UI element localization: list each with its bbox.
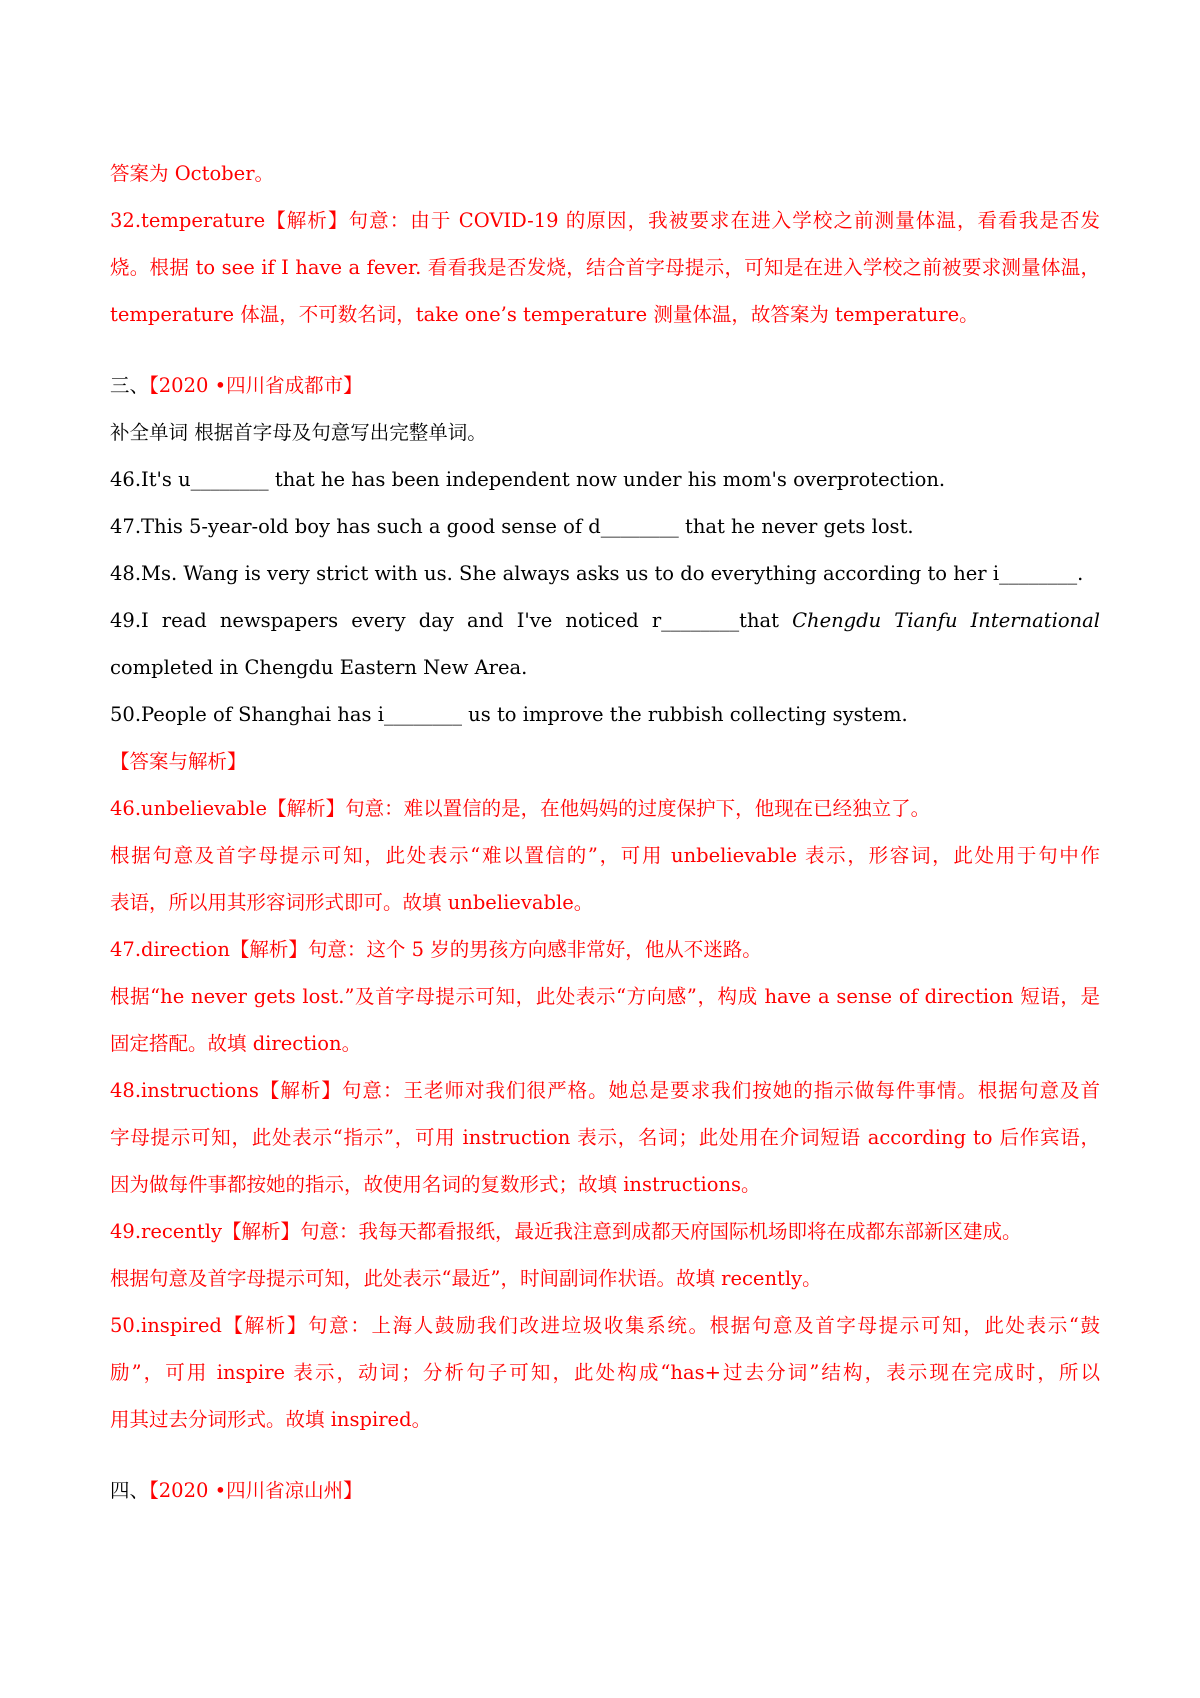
spacer: [110, 338, 1100, 362]
section-3-number: 三、: [110, 374, 150, 397]
prev-answer-line-3: 烧。根据 to see if I have a fever. 看看我是否发烧，结合首字母提示，可知是在进入学校之前被要求测量体温，: [110, 256, 1100, 279]
question-50: 50.People of Shanghai has i________ us to improve the rubbish collecting system.: [110, 703, 908, 726]
answer-50-line-1: 50.inspired【解析】句意：上海人鼓励我们改进垃圾收集系统。根据句意及首字母提示可知，此处表示“鼓: [110, 1314, 1100, 1337]
answer-47-line-1: 47.direction【解析】句意：这个 5 岁的男孩方向感非常好，他从不迷路。: [110, 938, 762, 961]
question-49-text-a: 49.I read newspapers every day and I've noticed r________that: [110, 609, 793, 632]
answer-46-line-3: 表语，所以用其形容词形式即可。故填 unbelievable。: [110, 891, 594, 914]
section-4-source: 【2020 •四川省凉山州】: [149, 1479, 363, 1502]
answer-46-line-1: 46.unbelievable【解析】句意：难以置信的是，在他妈妈的过度保护下，他现在已经独立了。: [110, 797, 931, 820]
prev-answer-line-2: 32.temperature【解析】句意：由于 COVID-19 的原因，我被要求在进入学校之前测量体温，看看我是否发: [110, 209, 1100, 232]
section-3-source: 【2020 •四川省成都市】: [149, 374, 363, 397]
answer-50-line-2: 励”，可用 inspire 表示，动词；分析句子可知，此处构成“has+过去分词”结构，表示现在完成时，所以: [110, 1361, 1100, 1384]
prev-answer-line-1: 答案为 October。: [110, 162, 275, 185]
answer-47-line-2: 根据“he never gets lost.”及首字母提示可知，此处表示“方向感”，构成 have a sense of direction 短语，是: [110, 985, 1100, 1008]
spacer: [110, 1443, 1100, 1467]
question-46: 46.It's u________ that he has been independent now under his mom's overprotection.: [110, 468, 946, 491]
section-3-instruction: 补全单词 根据首字母及句意写出完整单词。: [110, 421, 487, 444]
question-48: 48.Ms. Wang is very strict with us. She always asks us to do everything according to her i________.: [110, 562, 1084, 585]
document-page: [110, 150, 1100, 1514]
answer-heading: 【答案与解析】: [110, 750, 247, 773]
section-4-heading: [110, 1467, 1100, 1514]
question-47: 47.This 5-year-old boy has such a good sense of d________ that he never gets lost.: [110, 515, 914, 538]
answer-46-line-2: 根据句意及首字母提示可知，此处表示“难以置信的”，可用 unbelievable 表示，形容词，此处用于句中作: [110, 844, 1100, 867]
prev-answer-line-4: temperature 体温，不可数名词，take one’s temperature 测量体温，故答案为 temperature。: [110, 303, 979, 326]
section-3-heading: [110, 362, 1100, 409]
section-4-number: 四、: [110, 1479, 150, 1502]
answer-49-line-2: 根据句意及首字母提示可知，此处表示“最近”，时间副词作状语。故填 recently。: [110, 1267, 822, 1290]
question-49-italic: Chengdu Tianfu International: [792, 609, 1100, 632]
answer-48-line-2: 字母提示可知，此处表示“指示”，可用 instruction 表示，名词；此处用在介词短语 according to 后作宾语，: [110, 1126, 1100, 1149]
answer-48-line-3: 因为做每件事都按她的指示，故使用名词的复数形式；故填 instructions。: [110, 1173, 761, 1196]
answer-50-line-3: 用其过去分词形式。故填 inspired。: [110, 1408, 432, 1431]
question-49-line-1: [110, 597, 1100, 644]
question-49-line-2: completed in Chengdu Eastern New Area.: [110, 656, 528, 679]
answer-47-line-3: 固定搭配。故填 direction。: [110, 1032, 362, 1055]
answer-49-line-1: 49.recently【解析】句意：我每天都看报纸，最近我注意到成都天府国际机场即将在成都东部新区建成。: [110, 1220, 1022, 1243]
answer-48-line-1: 48.instructions【解析】句意：王老师对我们很严格。她总是要求我们按她的指示做每件事情。根据句意及首: [110, 1079, 1100, 1102]
